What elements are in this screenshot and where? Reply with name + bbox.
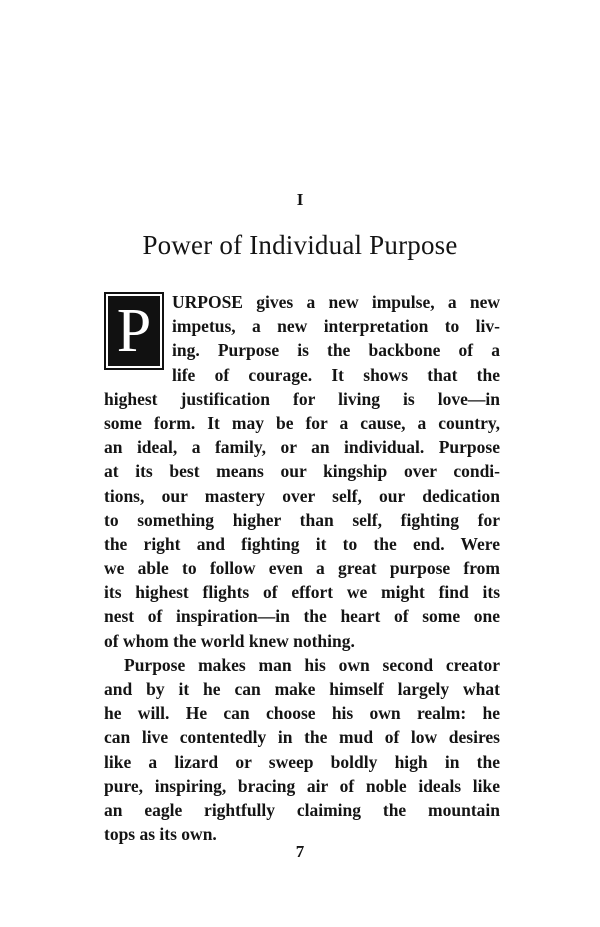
text-line: to something higher than self, fighting for (104, 509, 500, 530)
text-line: we able to follow even a great purpose from (104, 558, 500, 579)
text-line: tions, our mastery over self, our dedication (104, 485, 500, 506)
text-line: nest of inspiration—in the heart of some one (104, 606, 500, 627)
text-line: can live contentedly in the mud of low desires (104, 727, 500, 748)
text-line: impetus, a new interpretation to liv- (172, 316, 500, 337)
text-line: at its best means our kingship over condi- (104, 461, 500, 482)
text-line: like a lizard or sweep boldly high in the (104, 751, 500, 772)
text-line: he will. He can choose his own realm: he (104, 703, 500, 724)
chapter-numeral: I (296, 190, 304, 209)
text-line: some form. It may be for a cause, a country, (104, 412, 500, 433)
text-line: life of courage. It shows that the (172, 364, 500, 385)
body-text (104, 290, 500, 846)
text-line: pure, inspiring, bracing air of noble ideals like (104, 775, 500, 796)
text-line: tops as its own. (104, 824, 217, 845)
text-line: URPOSE gives a new impulse, a new (172, 292, 500, 312)
text-line: highest justification for living is love—in (104, 388, 500, 409)
text-line: an eagle rightfully claiming the mountain (104, 799, 500, 820)
text-line: of whom the world knew nothing. (104, 630, 355, 651)
text-line: an ideal, a family, or an individual. Purpose (104, 437, 500, 458)
page-number: 7 (295, 842, 305, 861)
text-line: Purpose makes man his own second creator (124, 654, 500, 675)
text-line: and by it he can make himself largely what (104, 679, 500, 699)
drop-cap-letter: P (116, 297, 152, 365)
text-line: its highest flights of effort we might find its (104, 582, 500, 603)
drop-cap (104, 292, 164, 370)
chapter-title: Power of Individual Purpose (142, 230, 458, 260)
text-line: the right and fighting it to the end. Were (104, 533, 500, 554)
text-line: ing. Purpose is the backbone of a (172, 340, 500, 361)
